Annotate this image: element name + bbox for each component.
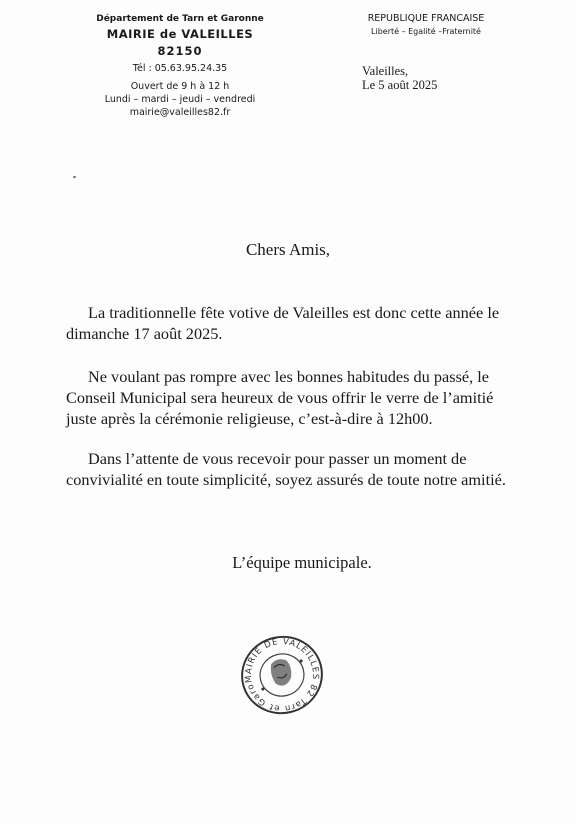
- postal-code: 82150: [157, 44, 203, 58]
- phone-number: Tél : 05.63.95.24.35: [132, 63, 228, 74]
- email-address: mairie@valeilles82.fr: [129, 107, 231, 118]
- department-line: Département de Tarn et Garonne: [96, 14, 264, 24]
- paragraph-2-line-1: Ne voulant pas rompre avec les bonnes habitudes du passé, le: [88, 367, 490, 386]
- date-line: Le 5 août 2025: [362, 78, 438, 92]
- paragraph-3-line-2: convivialité en toute simplicité, soyez assurés de toute notre amitié.: [66, 470, 506, 489]
- republic-header: [346, 12, 506, 38]
- opening-days: Lundi – mardi – jeudi – vendredi: [104, 94, 256, 105]
- paragraph-1-line-2: dimanche 17 août 2025.: [66, 324, 223, 343]
- salutation: Chers Amis,: [245, 240, 331, 259]
- stamp-text: MAIRIE DE VALEILLES 82 Tarn et Garonne: [243, 636, 321, 714]
- mairie-name: MAIRIE de VALEILLES: [106, 27, 254, 41]
- republic-motto: Liberté – Egalité –Fraternité: [371, 27, 481, 36]
- opening-hours: Ouvert de 9 h à 12 h: [130, 81, 230, 92]
- scan-speck: [73, 176, 76, 178]
- signoff: L’équipe municipale.: [232, 553, 372, 572]
- paragraph-1-line-1: La traditionnelle fête votive de Valeilles est donc cette année le: [88, 303, 500, 322]
- mairie-letterhead: [60, 12, 300, 119]
- paragraph-3: [66, 448, 536, 490]
- place-line: Valeilles,: [362, 64, 409, 78]
- paragraph-3-line-1: Dans l’attente de vous recevoir pour passer un moment de: [88, 449, 467, 468]
- paragraph-2: [66, 366, 536, 429]
- place-date-block: [362, 64, 437, 92]
- republic-title: REPUBLIQUE FRANCAISE: [367, 13, 485, 24]
- paragraph-1: [66, 302, 536, 344]
- mairie-stamp: [232, 632, 332, 718]
- paragraph-2-line-2: Conseil Municipal sera heureux de vous offrir le verre de l’amitié: [66, 388, 494, 407]
- paragraph-2-line-3: juste après la cérémonie religieuse, c’est-à-dire à 12h00.: [66, 409, 433, 428]
